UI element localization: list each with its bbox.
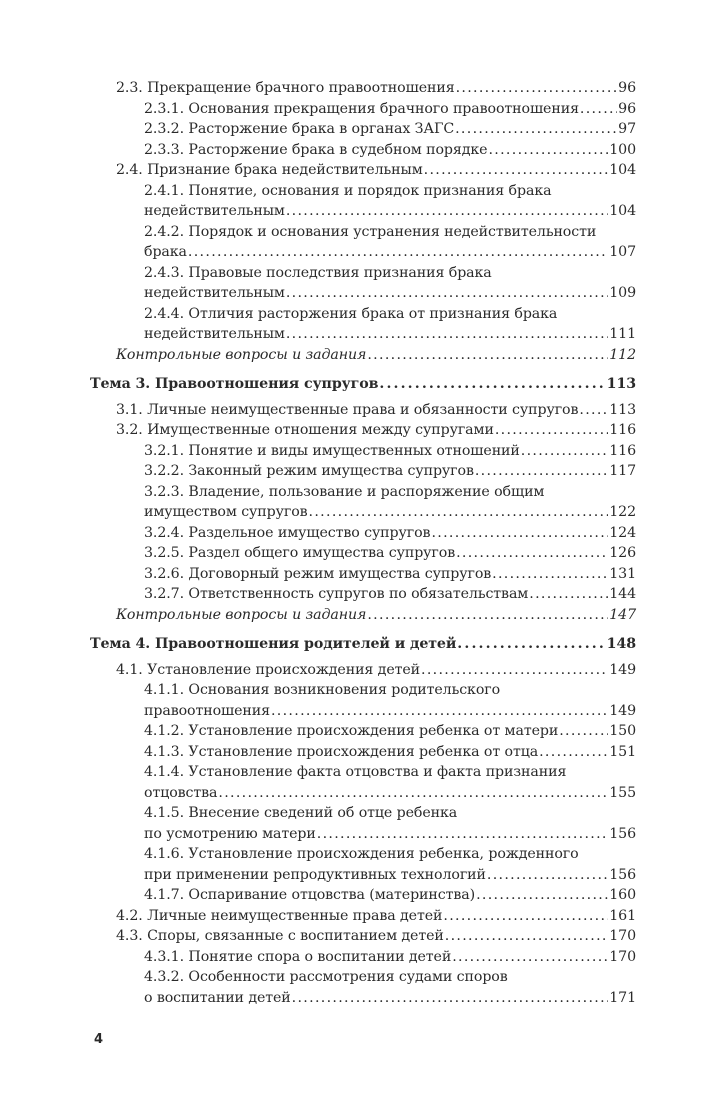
toc-entry-page: 111	[609, 326, 636, 342]
dot-leader	[476, 885, 608, 906]
toc-entry-page: 96	[618, 100, 636, 117]
toc-theme-entry	[90, 634, 636, 655]
toc-entry-title-line: 3.2.3. Владение, пользование и распоряжение общим	[144, 483, 545, 500]
toc-entry-title-line: 4.1.4. Установление факта отцовства и факта признания	[144, 764, 567, 780]
toc-entry	[144, 967, 636, 1008]
toc-entry-page: 104	[609, 203, 636, 219]
dot-leader	[521, 441, 608, 462]
toc-entry-page: 124	[609, 524, 636, 541]
toc-entry-title: при применении репродуктивных технологий	[144, 866, 486, 883]
dot-leader	[539, 742, 608, 763]
dot-leader	[445, 926, 608, 947]
dot-leader	[579, 400, 608, 421]
toc-entry-page: 122	[609, 504, 636, 520]
toc-entry-line	[144, 824, 636, 845]
dot-leader	[286, 283, 608, 304]
toc-entry-title-line: 4.1.1. Основания возникновения родительского	[144, 682, 501, 698]
toc-entry	[144, 461, 636, 482]
dot-leader	[271, 701, 608, 722]
dot-leader	[379, 374, 605, 395]
toc-entry-title: имуществом супругов	[144, 504, 308, 520]
dot-leader	[457, 634, 605, 655]
toc-entry-page: 109	[609, 285, 636, 301]
toc-entry-page: 107	[609, 244, 636, 260]
toc-entry-page: 113	[606, 376, 636, 392]
toc-entry-title-line: 2.4.2. Порядок и основания устранения недействительности	[144, 223, 597, 240]
toc-entry	[144, 844, 636, 885]
toc-entry-title: Тема 3. Правоотношения супругов	[90, 376, 379, 392]
toc-entry-page: 170	[609, 948, 636, 965]
toc-entry-page: 144	[609, 586, 636, 602]
toc-entry	[116, 160, 636, 181]
toc-entry-page: 155	[609, 784, 636, 801]
table-of-contents	[90, 78, 636, 1008]
toc-entry-line	[144, 865, 636, 886]
toc-entry	[144, 99, 636, 120]
toc-entry-line	[90, 634, 636, 655]
toc-entry-line	[144, 324, 636, 345]
toc-entry-title: 3.2.6. Договорный режим имущества супругов	[144, 565, 492, 582]
toc-entry-line	[116, 345, 636, 366]
toc-entry	[144, 564, 636, 585]
toc-entry-line	[144, 742, 636, 763]
toc-entry	[144, 482, 636, 523]
toc-entry-line	[116, 906, 636, 927]
toc-entry-title: Контрольные вопросы и задания	[116, 606, 367, 623]
toc-entry-line	[144, 242, 636, 263]
toc-entry-title-line: 2.4.3. Правовые последствия признания брака	[144, 264, 492, 281]
toc-entry-page: 113	[609, 401, 636, 418]
toc-entry-line	[144, 988, 636, 1009]
toc-entry-title: недействительным	[144, 285, 285, 301]
dot-leader	[317, 824, 608, 845]
toc-entry-title: 2.3.1. Основания прекращения брачного правоотношения	[144, 100, 579, 117]
toc-entry	[144, 523, 636, 544]
toc-entry-page: 131	[609, 565, 636, 582]
toc-entry-title-line: 4.3.2. Особенности рассмотрения судами споров	[144, 969, 508, 985]
toc-entry-title: 3.1. Личные неимущественные права и обязанности супругов	[116, 401, 579, 418]
toc-entry-page: 96	[618, 80, 636, 96]
dot-leader	[367, 345, 608, 366]
toc-entry-page: 100	[609, 141, 636, 158]
toc-entry	[144, 119, 636, 140]
dot-leader	[580, 99, 617, 120]
toc-entry-page: 171	[609, 989, 636, 1006]
toc-entry-title: 4.1.3. Установление происхождения ребенка от отца	[144, 743, 539, 760]
dot-leader	[309, 502, 609, 523]
toc-entry	[144, 140, 636, 161]
toc-entry-title: брака	[144, 244, 187, 260]
page-number: 4	[94, 1032, 104, 1047]
toc-entry-line	[144, 461, 636, 482]
toc-entry-line	[144, 523, 636, 544]
toc-entry-title: 3.2.1. Понятие и виды имущественных отношений	[144, 442, 520, 459]
dot-leader	[495, 420, 608, 441]
toc-entry-page: 156	[609, 825, 636, 842]
toc-entry-title: 4.2. Личные неимущественные права детей	[116, 907, 443, 924]
toc-entry-title: 2.3.2. Расторжение брака в органах ЗАГС	[144, 121, 455, 137]
toc-entry-line	[116, 400, 636, 421]
toc-entry-title: 4.1.2. Установление происхождения ребенка от матери	[144, 723, 559, 739]
toc-entry-title-line: 4.1.5. Внесение сведений об отце ребенка	[144, 805, 458, 821]
toc-entry-title-line: 4.1.6. Установление происхождения ребенка, рожденного	[144, 846, 579, 862]
toc-entry-page: 112	[609, 346, 636, 363]
toc-entry-line	[144, 584, 636, 605]
toc-entry-page: 104	[609, 162, 636, 178]
toc-entry	[144, 803, 636, 844]
dot-leader	[421, 660, 608, 681]
toc-entry-line	[116, 926, 636, 947]
toc-entry-title: 3.2.7. Ответственность супругов по обязательствам	[144, 586, 529, 602]
dot-leader	[456, 543, 608, 564]
toc-entry-page: 149	[609, 661, 636, 678]
toc-entry-page: 149	[609, 702, 636, 719]
toc-entry-line	[116, 660, 636, 681]
dot-leader	[452, 947, 608, 968]
toc-entry	[144, 721, 636, 742]
toc-entry-title: 3.2. Имущественные отношения между супругами	[116, 422, 494, 438]
toc-entry	[144, 222, 636, 263]
toc-entry-line	[144, 701, 636, 722]
toc-entry-line	[144, 99, 636, 120]
dot-leader	[475, 461, 608, 482]
toc-entry	[144, 441, 636, 462]
toc-entry-line	[90, 374, 636, 395]
dot-leader	[487, 865, 608, 886]
toc-entry-line	[144, 119, 636, 140]
dot-leader	[455, 119, 617, 140]
toc-entry-title: недействительным	[144, 203, 285, 219]
toc-entry-title-line: 2.4.4. Отличия расторжения брака от признания брака	[144, 305, 558, 322]
toc-entry	[144, 181, 636, 222]
toc-entry	[116, 345, 636, 366]
toc-entry-title: 2.3.3. Расторжение брака в судебном порядке	[144, 141, 488, 158]
toc-entry-line	[116, 160, 636, 181]
toc-entry	[116, 660, 636, 681]
toc-entry-title: отцовства	[144, 784, 218, 801]
toc-entry	[144, 947, 636, 968]
toc-entry-line	[144, 885, 636, 906]
toc-entry-line	[144, 283, 636, 304]
toc-entry	[144, 680, 636, 721]
dot-leader	[292, 988, 609, 1009]
toc-entry-page: 148	[606, 636, 636, 652]
dot-leader	[492, 564, 608, 585]
toc-entry-title: 2.4. Признание брака недействительным	[116, 162, 423, 178]
toc-entry-page: 116	[609, 442, 636, 459]
toc-entry-line	[144, 947, 636, 968]
toc-entry-title: 3.2.4. Раздельное имущество супругов	[144, 524, 431, 541]
toc-entry-line	[144, 783, 636, 804]
toc-entry-line	[116, 605, 636, 626]
dot-leader	[529, 584, 608, 605]
toc-entry	[144, 742, 636, 763]
dot-leader	[431, 523, 608, 544]
toc-entry-title: по усмотрению матери	[144, 825, 316, 842]
toc-entry-page: 170	[609, 928, 636, 944]
toc-entry-page: 117	[609, 463, 636, 479]
toc-entry-page: 116	[609, 422, 636, 438]
toc-entry-title: 4.3.1. Понятие спора о воспитании детей	[144, 948, 452, 965]
toc-entry	[116, 420, 636, 441]
toc-entry-line	[144, 543, 636, 564]
toc-theme-entry	[90, 374, 636, 395]
toc-entry-line	[144, 721, 636, 742]
toc-entry-title: правоотношения	[144, 702, 270, 719]
toc-entry-title: о воспитании детей	[144, 989, 291, 1006]
dot-leader	[488, 140, 608, 161]
toc-entry-page: 147	[609, 606, 636, 623]
toc-entry-page: 126	[609, 545, 636, 561]
toc-entry-line	[116, 420, 636, 441]
toc-entry	[116, 400, 636, 421]
toc-entry-title: 4.1.7. Оспаривание отцовства (материнства)	[144, 887, 476, 903]
toc-entry-title-line: 2.4.1. Понятие, основания и порядок признания брака	[144, 182, 552, 199]
toc-entry-page: 161	[609, 907, 636, 924]
toc-entry-title: 4.1. Установление происхождения детей	[116, 661, 421, 678]
toc-entry	[144, 885, 636, 906]
toc-entry-title: 4.3. Споры, связанные с воспитанием детей	[116, 928, 444, 944]
toc-entry	[144, 762, 636, 803]
toc-entry-title: недействительным	[144, 326, 285, 342]
toc-entry	[116, 906, 636, 927]
toc-entry-line	[116, 78, 636, 99]
toc-entry-title: Контрольные вопросы и задания	[116, 346, 367, 363]
toc-entry-page: 160	[609, 887, 636, 903]
dot-leader	[424, 160, 609, 181]
toc-entry-page: 156	[609, 866, 636, 883]
toc-entry	[144, 584, 636, 605]
toc-entry	[116, 926, 636, 947]
toc-entry-line	[144, 564, 636, 585]
toc-entry	[116, 605, 636, 626]
toc-entry-line	[144, 502, 636, 523]
toc-entry-page: 97	[618, 121, 636, 137]
toc-entry-title: 2.3. Прекращение брачного правоотношения	[116, 80, 455, 96]
dot-leader	[218, 783, 608, 804]
toc-entry-title: 3.2.2. Законный режим имущества супругов	[144, 463, 474, 479]
toc-entry	[144, 543, 636, 564]
toc-entry-line	[144, 201, 636, 222]
dot-leader	[286, 324, 608, 345]
toc-entry-page: 150	[609, 723, 636, 739]
dot-leader	[188, 242, 608, 263]
dot-leader	[443, 906, 608, 927]
toc-entry-title: 3.2.5. Раздел общего имущества супругов	[144, 545, 456, 561]
toc-entry-title: Тема 4. Правоотношения родителей и детей	[90, 636, 457, 652]
toc-entry	[144, 263, 636, 304]
dot-leader	[559, 721, 608, 742]
toc-entry	[116, 78, 636, 99]
dot-leader	[367, 605, 608, 626]
toc-entry-line	[144, 441, 636, 462]
dot-leader	[456, 78, 618, 99]
toc-entry-line	[144, 140, 636, 161]
toc-entry	[144, 304, 636, 345]
dot-leader	[286, 201, 608, 222]
toc-entry-page: 151	[609, 743, 636, 760]
